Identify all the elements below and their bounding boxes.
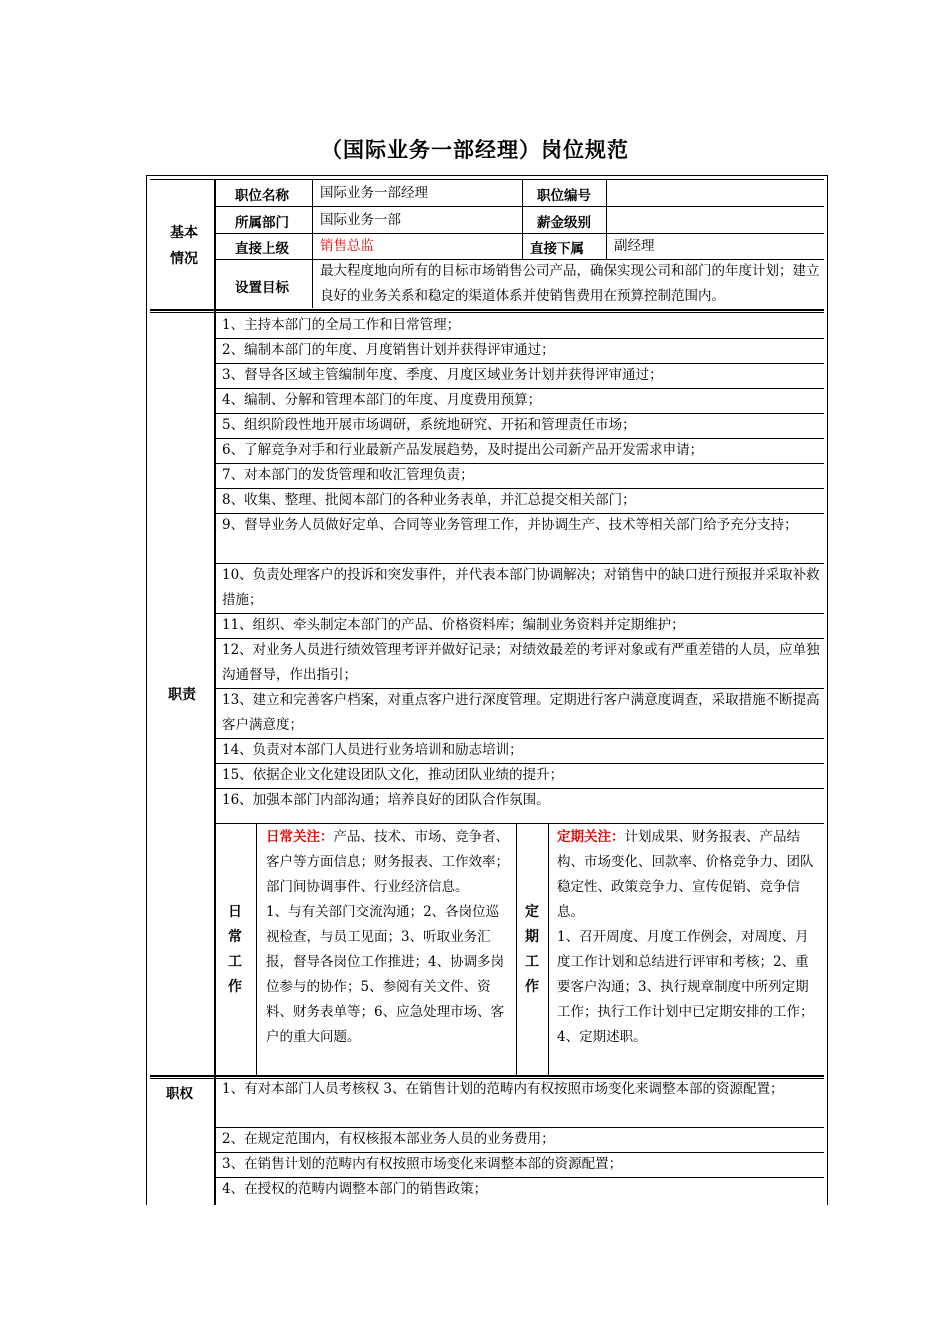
basic-section-label: 基本 情况 [170,225,198,267]
duty-item: 5、组织阶段性地开展市场调研，系统地研究、开拓和管理责任市场； [222,417,636,433]
duty-item: 10、负责处理客户的投诉和突发事件，并代表本部门协调解决；对销售中的缺口进行预报并采取补救措施； [222,567,820,608]
periodic-work-label-text: 定期工作 [525,904,539,995]
authority-section-label: 职权 [166,1086,193,1102]
periodic-work-text: 1、召开周度、月度工作例会，对周度、月度工作计划和总结进行评审和考核；2、重要客户沟通；3、执行规章制度中所列定期工作；执行工作计划中已定期安排的工作；4、定期述职。 [557,929,814,1045]
periodic-work-label [522,900,542,1000]
duty-item: 4、编制、分解和管理本部门的年度、月度费用预算； [222,392,542,408]
periodic-focus-title: 定期关注： [557,829,625,845]
superior-value: 销售总监 [320,238,374,254]
daily-work-text: 1、与有关部门交流沟通；2、各岗位巡视检查，与员工见面；3、听取业务汇报，督导各岗位工作推进；4、协调多岗位参与的协作；5、参阅有关文件、资料、财务表单等；6、应急处理市场、客户的重大问题。 [266,904,505,1045]
duty-item: 1、主持本部门的全局工作和日常管理； [222,317,461,333]
duty-item: 11、组织、牵头制定本部门的产品、价格资料库；编制业务资料并定期维护； [222,617,685,633]
duties-section-label: 职责 [168,687,196,703]
position-code-label: 职位编号 [537,188,591,204]
position-name-label: 职位名称 [235,188,289,204]
duty-item: 12、对业务人员进行绩效管理考评并做好记录；对绩效最差的考评对象或有严重差错的人员，应单独沟通督导，作出指引； [222,642,820,683]
duty-item: 16、加强本部门内部沟通；培养良好的团队合作氛围。 [222,792,550,808]
goal-value: 最大程度地向所有的目标市场销售公司产品，确保实现公司和部门的年度计划；建立良好的业务关系和稳定的渠道体系并使销售费用在预算控制范围内。 [320,263,820,304]
duty-item: 3、督导各区域主管编制年度、季度、月度区域业务计划并获得评审通过； [222,367,663,383]
page-title: （国际业务一部经理）岗位规范 [321,138,629,162]
daily-focus-text: 产品、技术、市场、竞争者、客户等方面信息；财务报表、工作效率；部门间协调事件、行业经济信息。 [266,829,509,895]
authority-item: 1、有对本部门人员考核权 3、在销售计划的范畴内有权按照市场变化来调整本部的资源配置； [222,1081,784,1097]
department-value: 国际业务一部 [320,212,401,228]
daily-focus-title: 日常关注： [266,829,334,845]
duty-item: 6、了解竞争对手和行业最新产品发展趋势，及时提出公司新产品开发需求申请； [222,442,704,458]
goal-label: 设置目标 [235,280,289,296]
salary-label: 薪金级别 [537,215,591,231]
authority-item: 2、在规定范围内，有权核报本部业务人员的业务费用； [222,1131,555,1147]
duty-item: 8、收集、整理、批阅本部门的各种业务表单，并汇总提交相关部门； [222,492,636,508]
duty-item: 13、建立和完善客户档案，对重点客户进行深度管理。定期进行客户满意度调查，采取措施不断提高客户满意度； [222,692,820,733]
authority-item: 4、在授权的范畴内调整本部门的销售政策； [222,1181,488,1197]
subordinate-value: 副经理 [614,238,655,254]
department-label: 所属部门 [235,215,289,231]
daily-work-label [225,900,245,1000]
position-name-value: 国际业务一部经理 [320,185,428,201]
duty-item: 9、督导业务人员做好定单、合同等业务管理工作，并协调生产、技术等相关部门给予充分支持； [222,517,798,533]
periodic-focus-text: 计划成果、财务报表、产品结构、市场变化、回款率、价格竞争力、团队稳定性、政策竞争力、宣传促销、竞争信息。 [557,829,814,920]
authority-item: 3、在销售计划的范畴内有权按照市场变化来调整本部的资源配置； [222,1156,623,1172]
duty-item: 7、对本部门的发货管理和收汇管理负责； [222,467,474,483]
daily-focus [266,825,510,1050]
subordinate-label: 直接下属 [530,241,584,257]
duty-item: 14、负责对本部门人员进行业务培训和励志培训； [222,742,523,758]
daily-work-label-text: 日常工作 [228,904,242,995]
duty-item: 2、编制本部门的年度、月度销售计划并获得评审通过； [222,342,555,358]
periodic-focus [557,825,819,1050]
duty-item: 15、依据企业文化建设团队文化，推动团队业绩的提升； [222,767,564,783]
superior-label: 直接上级 [235,241,289,257]
